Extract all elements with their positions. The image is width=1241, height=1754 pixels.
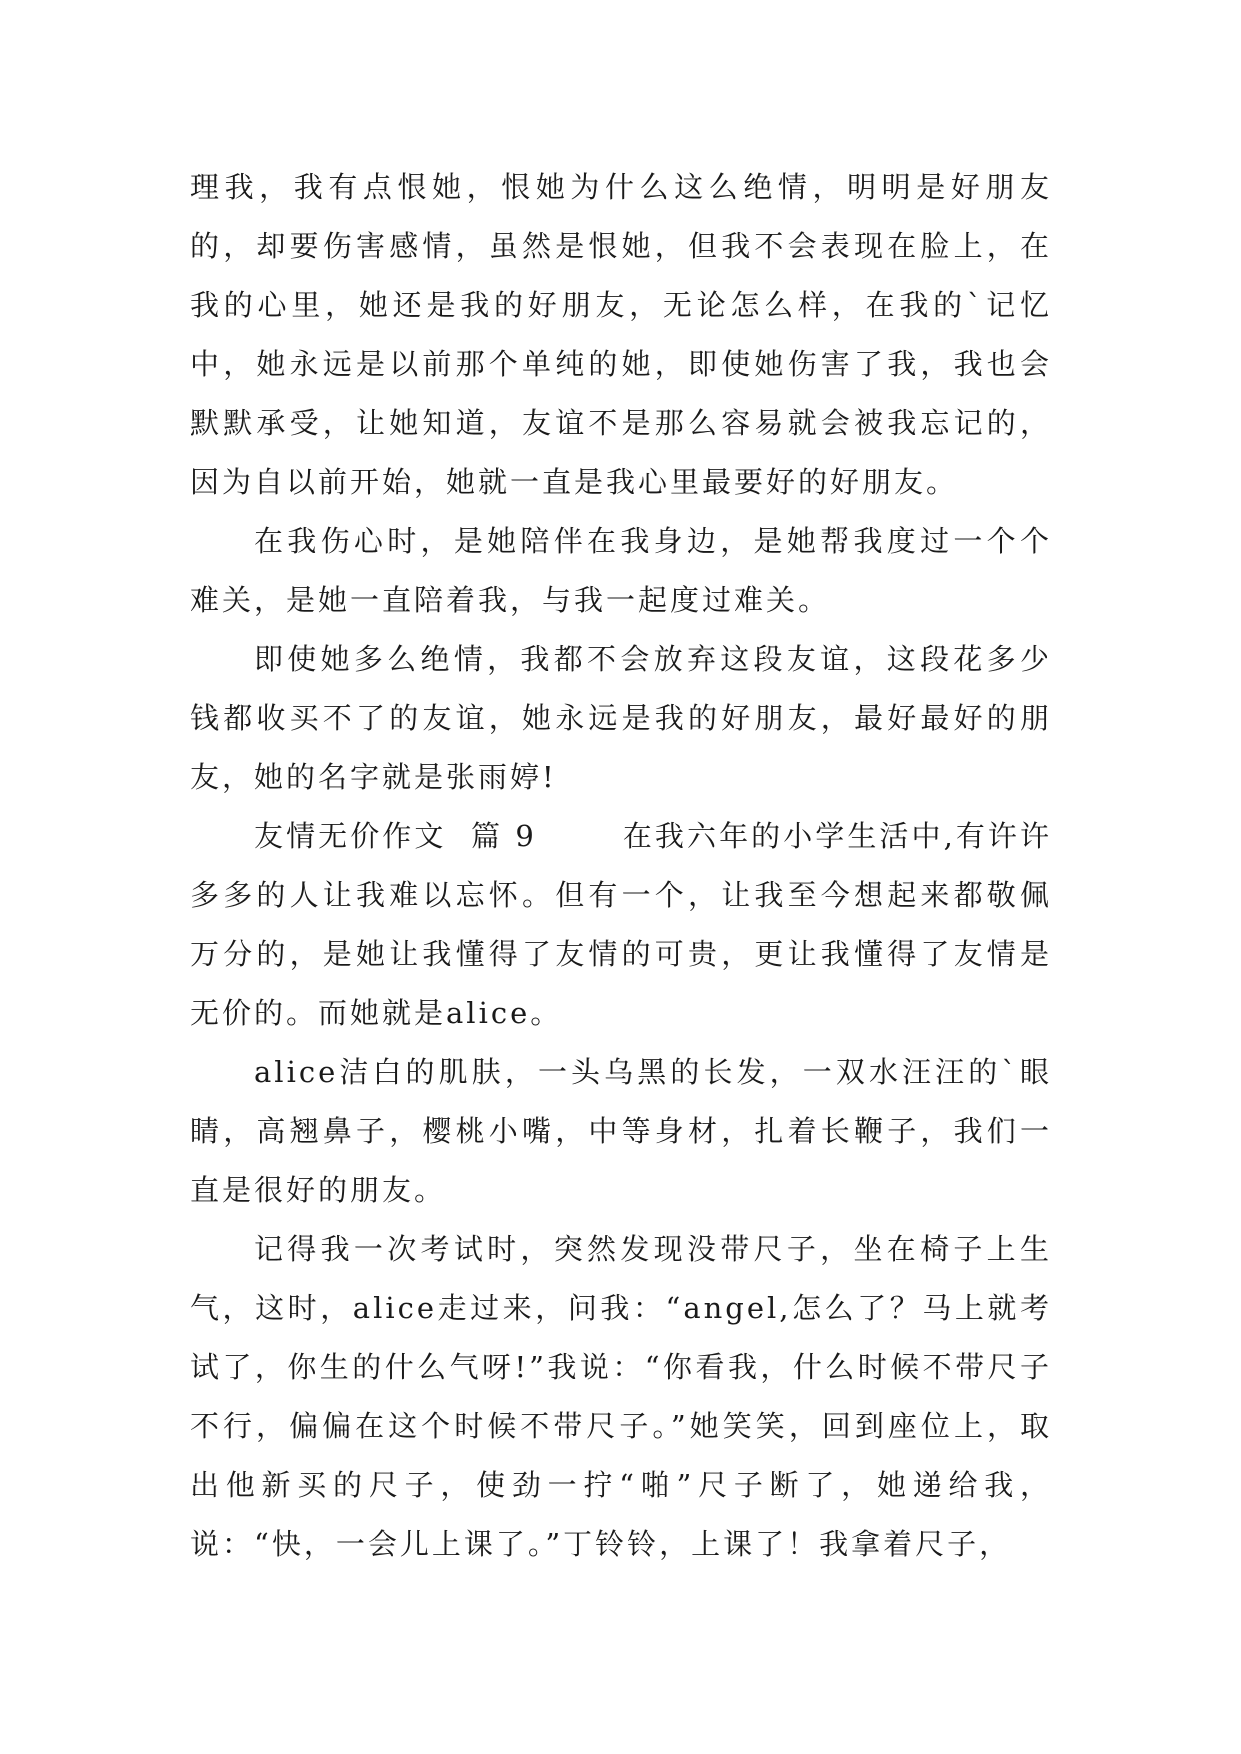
- paragraph-continued: 理我，我有点恨她，恨她为什么这么绝情，明明是好朋友的，却要伤害感情，虽然是恨她，但我不会表现在脸上，在我的心里，她还是我的好朋友，无论怎么样，在我的`记忆中，她永远是以前那个单纯的她，即使她伤害了我，我也会默默承受，让她知道，友谊不是那么容易就会被我忘记的，因为自以前开始，她就一直是我心里最要好的好朋友。: [190, 170, 1052, 499]
- section-label: 篇 9: [471, 819, 537, 853]
- paragraph-exam-story: 记得我一次考试时，突然发现没带尺子，坐在椅子上生气，这时，alice走过来，问我：“angel,怎么了？马上就考试了，你生的什么气呀!”我说：“你看我，什么时候不带尺子不行，偏偏在这个时候不带尺子。”她笑笑，回到座位上，取出他新买的尺子，使劲一拧“啪”尺子断了，她递给我，说：“快，一会儿上课了。”丁铃铃，上课了！我拿着尺子，: [190, 1232, 1052, 1561]
- section-title: 友情无价作文: [254, 819, 447, 853]
- paragraph-friendship-name: 即使她多么绝情，我都不会放弃这段友谊，这段花多少钱都收买不了的友谊，她永远是我的好朋友，最好最好的朋友，她的名字就是张雨婷!: [190, 642, 1052, 794]
- section-paragraph: [190, 807, 1052, 1043]
- section-intro: 在我六年的小学生活中,有许许多多的人让我难以忘怀。但有一个，让我至今想起来都敬佩万分的，是她让我懂得了友情的可贵，更让我懂得了友情是无价的。而她就是alice。: [190, 819, 1052, 1030]
- article-body: [190, 158, 1052, 1574]
- paragraph-companionship: 在我伤心时，是她陪伴在我身边，是她帮我度过一个个难关，是她一直陪着我，与我一起度过难关。: [190, 524, 1052, 617]
- paragraph-alice-description: alice洁白的肌肤，一头乌黑的长发，一双水汪汪的`眼睛，高翘鼻子，樱桃小嘴，中等身材，扎着长鞭子，我们一直是很好的朋友。: [190, 1055, 1052, 1207]
